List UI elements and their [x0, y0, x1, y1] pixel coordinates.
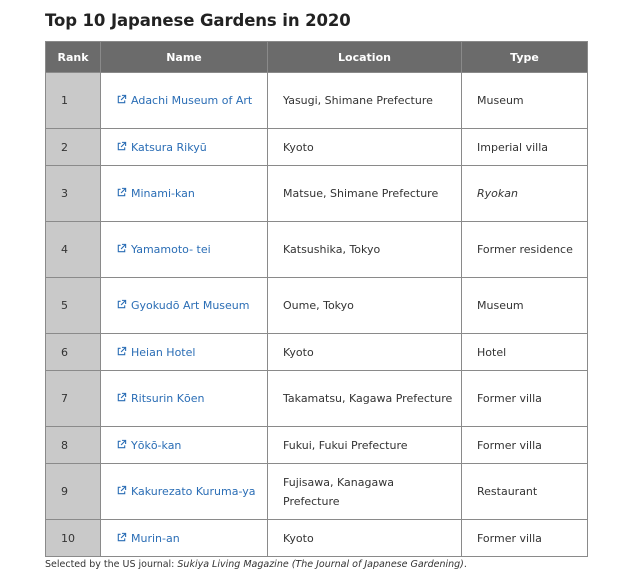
external-link-icon [116, 483, 127, 494]
page [45, 10, 590, 570]
table-row [46, 222, 588, 278]
garden-name-link[interactable] [116, 439, 181, 452]
table-row [46, 278, 588, 334]
type-cell: Restaurant [462, 464, 588, 520]
table-row [46, 520, 588, 557]
name-cell [101, 73, 268, 129]
rank-cell: 8 [46, 427, 101, 464]
rank-cell: 6 [46, 334, 101, 371]
garden-name-link[interactable] [116, 243, 211, 256]
name-cell [101, 371, 268, 427]
location-cell: Takamatsu, Kagawa Prefecture [268, 371, 462, 427]
name-cell [101, 427, 268, 464]
header-type: Type [462, 42, 588, 73]
garden-name-link[interactable] [116, 532, 180, 545]
garden-name-label: Gyokudō Art Museum [131, 299, 250, 312]
type-cell: Former villa [462, 520, 588, 557]
garden-name-link[interactable] [116, 299, 249, 312]
name-cell [101, 464, 268, 520]
table-header-row [46, 42, 588, 73]
name-cell [101, 520, 268, 557]
location-cell: Yasugi, Shimane Prefecture [268, 73, 462, 129]
name-cell [101, 166, 268, 222]
garden-name-label: Minami-kan [131, 187, 195, 200]
location-cell: Oume, Tokyo [268, 278, 462, 334]
gardens-table [45, 41, 588, 557]
name-cell [101, 222, 268, 278]
type-cell: Ryokan [462, 166, 588, 222]
rank-cell: 9 [46, 464, 101, 520]
table-row [46, 464, 588, 520]
garden-name-link[interactable] [116, 94, 252, 107]
location-cell: Kyoto [268, 129, 462, 166]
type-cell: Former residence [462, 222, 588, 278]
garden-name-label: Yōkō-kan [131, 438, 182, 452]
rank-cell: 2 [46, 129, 101, 166]
location-cell: Katsushika, Tokyo [268, 222, 462, 278]
garden-name-label: Murin-an [131, 531, 180, 545]
name-cell [101, 278, 268, 334]
table-row [46, 129, 588, 166]
rank-cell: 3 [46, 166, 101, 222]
external-link-icon [116, 297, 127, 308]
location-cell: Fujisawa, Kanagawa Prefecture [268, 464, 462, 520]
table-row [46, 334, 588, 371]
type-cell: Imperial villa [462, 129, 588, 166]
external-link-icon [116, 139, 127, 150]
garden-name-label: Katsura Rikyū [131, 140, 207, 154]
type-cell: Hotel [462, 334, 588, 371]
table-row [46, 73, 588, 129]
source-note [45, 559, 467, 570]
location-cell: Matsue, Shimane Prefecture [268, 166, 462, 222]
source-note-suffix: . [463, 559, 467, 570]
page-title: Top 10 Japanese Gardens in 2020 [45, 11, 351, 30]
external-link-icon [116, 241, 127, 252]
rank-cell: 10 [46, 520, 101, 557]
external-link-icon [116, 390, 127, 401]
garden-name-label: Adachi Museum of Art [131, 94, 253, 107]
garden-name-label: Kakurezato Kuruma-ya [131, 485, 256, 498]
external-link-icon [116, 437, 127, 448]
rank-cell: 4 [46, 222, 101, 278]
type-cell: Museum [462, 73, 588, 129]
garden-name-label: Yamamoto- tei [131, 243, 211, 256]
table-row [46, 166, 588, 222]
garden-name-link[interactable] [116, 392, 204, 405]
rank-cell: 7 [46, 371, 101, 427]
type-cell: Museum [462, 278, 588, 334]
name-cell [101, 129, 268, 166]
garden-name-label: Heian Hotel [131, 345, 196, 359]
source-note-prefix: Selected by the US journal: [45, 559, 178, 570]
table-body [46, 73, 588, 557]
type-cell: Former villa [462, 371, 588, 427]
garden-name-link[interactable] [116, 485, 255, 498]
garden-name-link[interactable] [116, 141, 207, 154]
garden-name-link[interactable] [116, 187, 195, 200]
rank-cell: 1 [46, 73, 101, 129]
garden-name-label: Ritsurin Kōen [131, 392, 205, 405]
garden-name-link[interactable] [116, 346, 195, 359]
location-cell: Kyoto [268, 334, 462, 371]
rank-cell: 5 [46, 278, 101, 334]
external-link-icon [116, 344, 127, 355]
header-name: Name [101, 42, 268, 73]
external-link-icon [116, 530, 127, 541]
external-link-icon [116, 185, 127, 196]
type-cell: Former villa [462, 427, 588, 464]
header-rank: Rank [46, 42, 101, 73]
table-row [46, 371, 588, 427]
location-cell: Kyoto [268, 520, 462, 557]
name-cell [101, 334, 268, 371]
external-link-icon [116, 92, 127, 103]
source-note-journal: Sukiya Living Magazine (The Journal of Japanese Gardening) [177, 559, 464, 570]
table-row [46, 427, 588, 464]
header-location: Location [268, 42, 462, 73]
location-cell: Fukui, Fukui Prefecture [268, 427, 462, 464]
